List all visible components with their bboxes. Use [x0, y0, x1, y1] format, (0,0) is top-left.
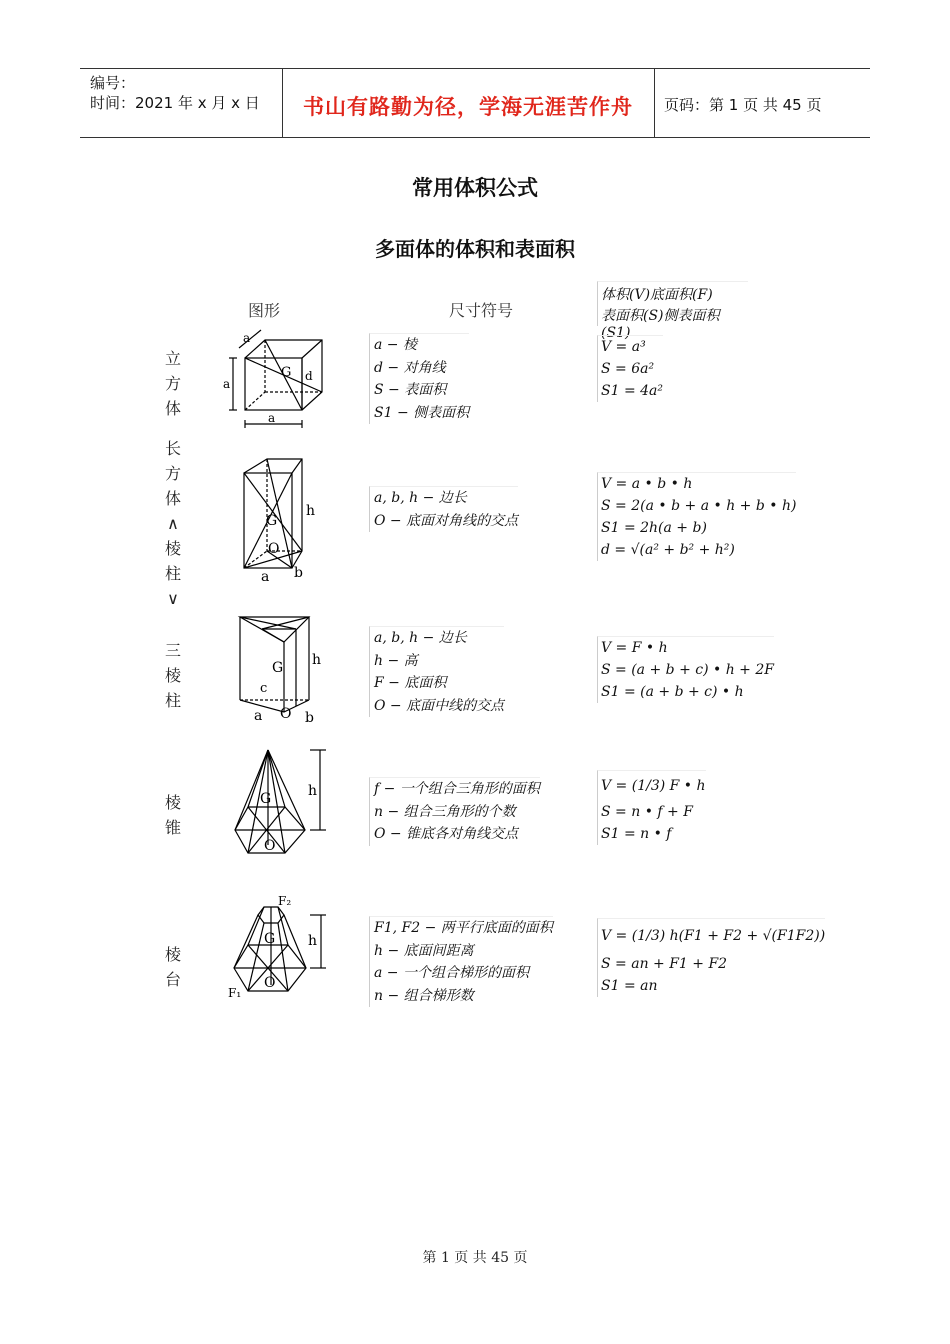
svg-text:O: O	[264, 975, 276, 991]
symbol-line: S − 表面积	[374, 382, 447, 398]
row-name-char: 柱	[164, 691, 181, 710]
svg-text:G: G	[272, 660, 284, 676]
formula-line: V = F • h	[601, 640, 668, 656]
symbol-line: h − 高	[374, 652, 418, 669]
svg-text:G: G	[281, 365, 292, 380]
svg-text:a: a	[254, 708, 263, 724]
svg-text:G: G	[264, 931, 276, 947]
page-header	[80, 68, 870, 138]
symbol-line: h − 底面间距离	[374, 942, 474, 959]
symbols-cube	[369, 333, 469, 424]
svg-text:a: a	[223, 377, 231, 391]
formula-line: V = (1/3) F • h	[601, 778, 706, 794]
row-name-char: 方	[164, 464, 181, 483]
svg-text:h: h	[308, 783, 318, 799]
formula-line: S = (a + b + c) • h + 2F	[601, 662, 774, 678]
svg-text:G: G	[266, 513, 278, 529]
symbol-line: a, b, h − 边长	[374, 490, 467, 506]
section-title: 多面体的体积和表面积	[375, 237, 575, 261]
formulas-cuboid	[597, 472, 796, 561]
row-name-frustum	[163, 942, 183, 992]
row-name-char: 棱	[164, 945, 181, 964]
frustum-figure	[226, 893, 332, 1001]
row-name-pyramid	[163, 790, 183, 840]
formula-line: S = n • f + F	[601, 804, 693, 820]
cube-figure	[215, 328, 330, 433]
column-head-formula	[597, 281, 748, 341]
triangular-prism-figure	[232, 612, 327, 727]
symbol-line: F − 底面积	[374, 675, 447, 691]
symbol-line: O − 底面对角线的交点	[374, 512, 519, 529]
svg-text:b: b	[305, 710, 314, 726]
row-name-char: 柱	[164, 564, 181, 583]
svg-text:h: h	[308, 933, 318, 949]
formula-line: V = a • b • h	[601, 476, 693, 492]
symbol-line: S1 − 侧表面积	[374, 404, 470, 421]
row-name-char: 台	[164, 970, 181, 989]
formulas-pyramid	[597, 770, 706, 845]
svg-text:c: c	[260, 681, 268, 696]
svg-text:a: a	[268, 411, 276, 425]
row-name-char: ∧	[167, 514, 179, 533]
svg-text:b: b	[294, 565, 303, 581]
row-name-triangular-prism	[163, 638, 183, 713]
symbol-line: n − 组合三角形的个数	[374, 803, 516, 820]
svg-text:a: a	[243, 331, 251, 345]
formula-line: V = (1/3) h(F1 + F2 + √(F1F2))	[601, 928, 826, 944]
formula-line: S = 2(a • b + a • h + b • h)	[601, 498, 797, 514]
number-label: 编号：	[90, 74, 136, 92]
formula-line: S = an + F1 + F2	[601, 956, 728, 972]
page-footer: 第 1 页 共 45 页	[422, 1250, 528, 1266]
row-name-char: 体	[164, 399, 181, 418]
symbol-line: a − 一个组合梯形的面积	[374, 965, 529, 981]
svg-text:O: O	[280, 706, 292, 722]
row-name-char: 方	[164, 374, 181, 393]
column-head-figure: 图形	[248, 301, 281, 320]
symbol-line: f − 一个组合三角形的面积	[374, 781, 540, 797]
column-head-formula-line2: 表面积(S)侧表面积(S1)	[601, 308, 720, 341]
row-name-char: 立	[164, 349, 181, 368]
row-name-char: 体	[164, 489, 181, 508]
symbol-line: n − 组合梯形数	[374, 987, 474, 1004]
svg-text:h: h	[312, 652, 322, 668]
symbol-line: a − 棱	[374, 337, 417, 353]
column-head-symbols: 尺寸符号	[449, 301, 514, 320]
page-title: 常用体积公式	[412, 176, 538, 200]
row-name-char: 棱	[164, 539, 181, 558]
svg-text:h: h	[306, 503, 316, 519]
row-name-char: ∨	[167, 589, 179, 608]
svg-text:a: a	[261, 569, 270, 585]
formulas-cube	[597, 335, 663, 402]
cuboid-figure	[232, 455, 327, 585]
formula-line: S1 = (a + b + c) • h	[601, 684, 744, 700]
svg-text:d: d	[305, 369, 313, 383]
formula-line: d = √(a² + b² + h²)	[601, 542, 735, 558]
symbol-line: O − 锥底各对角线交点	[374, 826, 519, 842]
symbol-line: F1, F2 − 两平行底面的面积	[374, 920, 553, 936]
row-name-char: 三	[164, 641, 181, 660]
page-info: 页码：第 1 页 共 45 页	[664, 96, 822, 114]
header-motto-cell	[282, 69, 655, 137]
header-meta-cell	[80, 69, 283, 137]
row-name-char: 长	[164, 439, 181, 458]
symbols-cuboid	[369, 486, 518, 532]
formulas-frustum	[597, 918, 825, 997]
svg-text:F₂: F₂	[278, 894, 292, 908]
formula-line: S1 = an	[601, 978, 658, 994]
svg-text:F₁: F₁	[228, 986, 242, 1000]
formula-line: V = a³	[601, 339, 646, 355]
pyramid-figure	[230, 745, 330, 857]
formulas-triangular-prism	[597, 636, 774, 703]
formula-line: S1 = 2h(a + b)	[601, 520, 707, 536]
column-head-formula-line1: 体积(V)底面积(F)	[601, 287, 713, 303]
motto: 书山有路勤为径，学海无涯苦作舟	[303, 95, 633, 119]
row-name-cube	[163, 346, 183, 421]
svg-text:O: O	[264, 838, 276, 854]
row-name-char: 棱	[164, 666, 181, 685]
symbols-triangular-prism	[369, 626, 504, 717]
formula-line: S1 = 4a²	[601, 383, 663, 399]
formula-line: S1 = n • f	[601, 826, 672, 842]
row-name-cuboid	[163, 436, 183, 611]
time-label: 时间：2021 年 x 月 x 日	[90, 94, 260, 112]
formula-line: S = 6a²	[601, 361, 655, 377]
symbol-line: O − 底面中线的交点	[374, 697, 505, 714]
symbol-line: d − 对角线	[374, 359, 446, 376]
symbol-line: a, b, h − 边长	[374, 630, 467, 646]
symbols-frustum	[369, 916, 553, 1007]
row-name-char: 锥	[164, 818, 181, 837]
row-name-char: 棱	[164, 793, 181, 812]
svg-text:O: O	[268, 541, 280, 557]
symbols-pyramid	[369, 777, 540, 846]
header-page-cell	[654, 69, 870, 137]
svg-text:G: G	[260, 791, 272, 807]
